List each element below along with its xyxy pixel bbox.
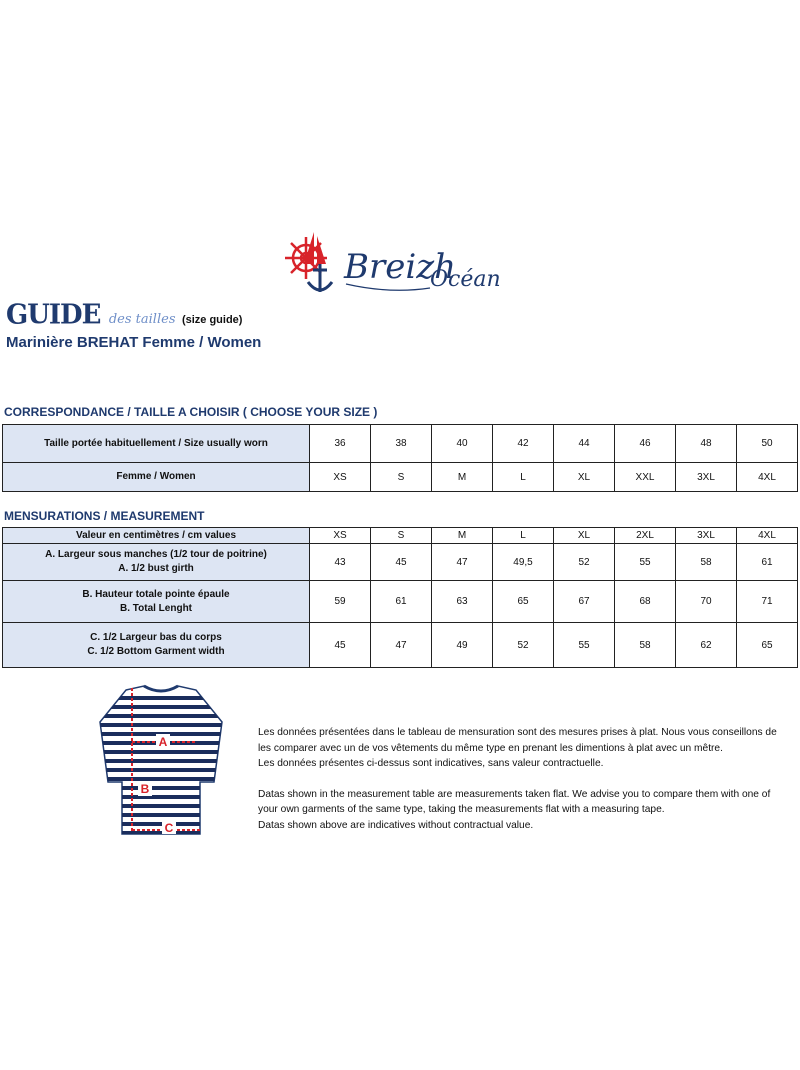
measurement-table (2, 527, 798, 668)
measurement-row (3, 581, 798, 623)
size-header-cell: 2XL (615, 528, 676, 544)
size-cell: XXL (615, 463, 676, 492)
measurement-cell: 65 (737, 623, 798, 668)
guide-title (6, 300, 242, 330)
measurement-label-en: A. 1/2 bust girth (118, 563, 194, 574)
guide-subtitle: des tailles (108, 312, 176, 327)
size-header-cell: XS (310, 528, 371, 544)
tee-stripe (96, 813, 226, 817)
measurement-cell: 59 (310, 581, 371, 623)
measurement-cell: 43 (310, 544, 371, 581)
measurement-label (3, 623, 310, 668)
note-en-2: Datas shown above are indicatives without contractual value. (258, 819, 534, 831)
guide-word: GUIDE (6, 299, 101, 331)
measurement-cell: 45 (371, 544, 432, 581)
measurement-row (3, 544, 798, 581)
tee-stripe (96, 822, 226, 826)
correspondance-row (3, 425, 798, 463)
measurement-cell: 45 (310, 623, 371, 668)
brand-name-2: Océan (430, 267, 501, 292)
measurement-cell: 47 (371, 623, 432, 668)
measurement-cell: 55 (554, 623, 615, 668)
measurement-label (3, 544, 310, 581)
header-label: Valeur en centimètres / cm values (3, 528, 310, 544)
tee-stripe (96, 750, 226, 754)
brand-logo (280, 228, 520, 300)
measurement-label-fr: B. Hauteur totale pointe épaule (82, 588, 230, 600)
measurement-label-fr: A. Largeur sous manches (1/2 tour de poitrine) (45, 549, 267, 560)
tee-stripe (96, 723, 226, 727)
size-cell: 46 (615, 425, 676, 463)
size-header-cell: XL (554, 528, 615, 544)
tee-stripe (96, 759, 226, 763)
size-cell: 42 (493, 425, 554, 463)
note-fr-2: Les données présentes ci-dessus sont indicatives, sans valeur contractuelle. (258, 758, 604, 769)
measurement-label-en: C. 1/2 Bottom Garment width (87, 646, 225, 657)
size-cell: 48 (676, 425, 737, 463)
tshirt-diagram (96, 682, 226, 840)
size-cell: 44 (554, 425, 615, 463)
guide-english: (size guide) (181, 314, 243, 326)
size-cell: XL (554, 463, 615, 492)
measurement-header-row (3, 528, 798, 544)
size-cell: S (371, 463, 432, 492)
measurement-cell: 55 (615, 544, 676, 581)
measurement-cell: 65 (493, 581, 554, 623)
tee-stripe (96, 795, 226, 799)
correspondance-title: CORRESPONDANCE / TAILLE A CHOISIR ( CHOOSE YOUR SIZE ) (4, 405, 378, 419)
size-cell: M (432, 463, 493, 492)
measurement-title: MENSURATIONS / MEASUREMENT (4, 509, 205, 523)
label-b: B (140, 782, 150, 796)
size-correspondance-table (2, 424, 798, 492)
row-label: Taille portée habituellement / Size usually worn (3, 425, 310, 463)
measurement-label-en: B. Total Lenght (119, 602, 193, 614)
measurement-cell: 70 (676, 581, 737, 623)
measurement-cell: 47 (432, 544, 493, 581)
measurement-label-fr: C. 1/2 Largeur bas du corps (90, 632, 222, 643)
measurement-cell: 58 (615, 623, 676, 668)
tee-stripe (96, 804, 226, 808)
row-label: Femme / Women (3, 463, 310, 492)
measurement-cell: 49 (432, 623, 493, 668)
measurement-cell: 62 (676, 623, 737, 668)
size-header-cell: 3XL (676, 528, 737, 544)
measurement-cell: 52 (493, 623, 554, 668)
size-cell: 3XL (676, 463, 737, 492)
size-cell: L (493, 463, 554, 492)
anchor-icon (308, 264, 332, 292)
note-fr-1: Les données présentées dans le tableau de mensuration sont des mesures prises à plat. Nous vous conseillons de les comparer avec un de vos vêtements du même type en prenant les dimentions à plat avec un mêtre. (258, 727, 777, 754)
tee-stripe (96, 714, 226, 718)
size-header-cell: L (493, 528, 554, 544)
tee-stripe (96, 786, 226, 790)
tee-stripe (96, 696, 226, 700)
measurement-cell: 61 (371, 581, 432, 623)
measurement-row (3, 623, 798, 668)
size-header-cell: M (432, 528, 493, 544)
size-header-cell: 4XL (737, 528, 798, 544)
measurement-cell: 68 (615, 581, 676, 623)
label-c: C (164, 821, 174, 835)
size-header-cell: S (371, 528, 432, 544)
measurement-label (3, 581, 310, 623)
measurement-cell: 67 (554, 581, 615, 623)
measurement-cell: 71 (737, 581, 798, 623)
measurement-cell: 63 (432, 581, 493, 623)
measurement-cell: 61 (737, 544, 798, 581)
size-cell: 38 (371, 425, 432, 463)
measurement-cell: 52 (554, 544, 615, 581)
tee-stripe (96, 768, 226, 772)
label-a: A (158, 735, 168, 749)
product-title: Marinière BREHAT Femme / Women (6, 334, 262, 351)
brand-name-1: Breizh (344, 247, 457, 287)
correspondance-row (3, 463, 798, 492)
size-cell: 50 (737, 425, 798, 463)
tee-stripe (96, 777, 226, 781)
size-cell: 40 (432, 425, 493, 463)
tee-stripe (96, 705, 226, 709)
measurement-cell: 58 (676, 544, 737, 581)
note-en-1: Datas shown in the measurement table are measurements taken flat. We advise you to compare them with one of your own garments of the same type, taking the measurements flat with a measuring tape. (258, 788, 771, 815)
size-cell: XS (310, 463, 371, 492)
size-cell: 36 (310, 425, 371, 463)
measurement-cell: 49,5 (493, 544, 554, 581)
size-notes (258, 725, 778, 833)
size-cell: 4XL (737, 463, 798, 492)
